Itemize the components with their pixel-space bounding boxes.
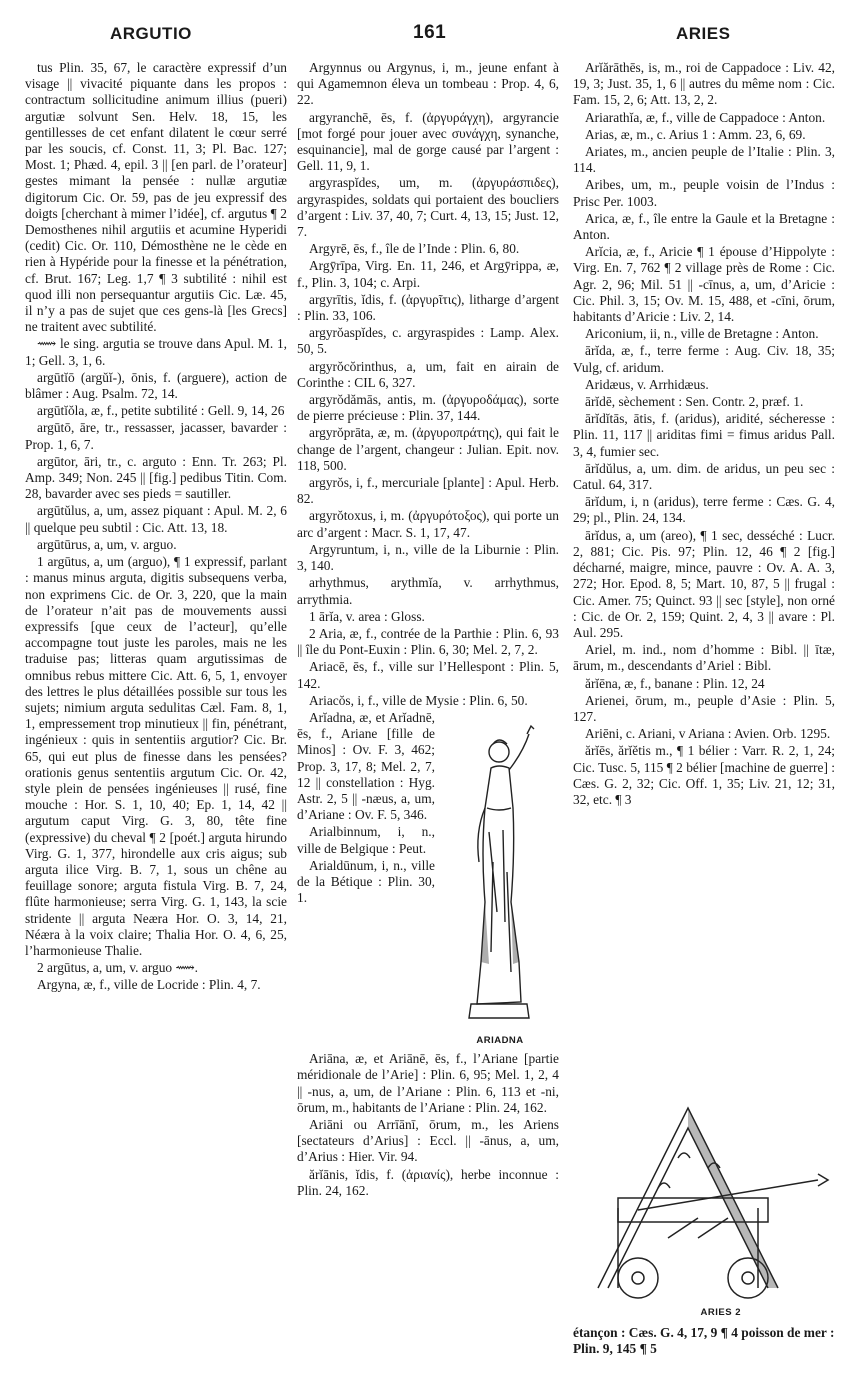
dictionary-entry: ārĭdĭtās, ātis, f. (aridus), aridité, sécheresse : Plin. 11, 117 || ariditas fimi = fimus aridus Pall. 3, 4, fumier sec. xyxy=(573,411,835,459)
dictionary-entry: ārĭdum, i, n (aridus), terre ferme : Cæs. G. 4, 29; pl., Plin. 24, 134. xyxy=(573,494,835,526)
dictionary-entry: argyrītis, ĭdis, f. (ἀργυρῖτις), litharge d’argent : Plin. 33, 106. xyxy=(297,291,559,324)
dictionary-entry: Argyna, æ, f., ville de Locride : Plin. 4, 7. xyxy=(37,977,261,993)
dictionary-entry: Arĭcia, æ, f., Aricie ¶ 1 épouse d’Hippolyte : Virg. En. 7, 762 ¶ 2 village près de Rome : Cic. Agr. 2, 96; Mil. 51 || -cīnus, a, um, d’Aricie : Cic. Phil. 3, 15; Ov. M. 15, 488, et -cīni, ōrum, habitants d’Aricie : Liv. 2, 14. xyxy=(573,244,835,325)
dictionary-entry: Arĭărāthēs, is, m., roi de Cappadoce : Liv. 42, 19, 3; Just. 35, 1, 6 || autres du même nom : Cic. Fam. 15, 2, 6; Att. 13, 2, 2. xyxy=(573,60,835,108)
column-2 xyxy=(297,60,559,1200)
dictionary-entry: Arias, æ, m., c. Arius 1 : Amm. 23, 6, 69. xyxy=(585,126,806,142)
dictionary-entry: argūtūrus, a, um, v. arguo. xyxy=(37,536,177,552)
dictionary-entry: Ariacŏs, i, f., ville de Mysie : Plin. 6, 50. xyxy=(309,692,528,708)
dictionary-entry: Arica, æ, f., île entre la Gaule et la Bretagne : Anton. xyxy=(573,210,835,243)
column-3-tail: étançon : Cæs. G. 4, 17, 9 ¶ 4 poisson de mer : Plin. 9, 145 ¶ 5 xyxy=(573,1325,835,1357)
dictionary-entry: tus Plin. 35, 67, le caractère expressif d’un visage || vivacité piquante dans les propos : contractum sollicitudine animum illius (pueri) argutiæ solvunt Sen. Helv. 18, 15, les gentillesses de cet enfant dilatent le cœur serré par les soucis, cf. Const. 11, 3; Pl. Bac. 127; Most. 1; Phæd. 4, epil. 3 || [en parl. de l’orateur] gestes mimant la pensée : nullæ argutiæ digitorum Cic. Or. 59, pas de jeu expressif des doigts [cherchant à mimer l’idée], cf. argutus ¶ 2 Demosthenes nihil argutiis et acumine Hyperidi (cedit) Cic. Or. 110, Démosthène ne le cède en rien à Hypéride pour la finesse et la pénétration, cf. Brut. 167; Leg. 1,7 ¶ 3 subtilité : nihil est quod illi non persequantur argutiis Cic. Læ. 45, il n’y a pas de sujet que ces gens-là [les Grecs] ne traitent avec subtilité. xyxy=(25,60,287,335)
column-1 xyxy=(25,60,287,995)
dictionary-entry: Argyrē, ēs, f., île de l’Inde : Plin. 6, 80. xyxy=(309,241,520,257)
ariadna-statue-icon xyxy=(441,712,559,1032)
dictionary-entry: ārĭda, æ, f., terre ferme : Aug. Civ. 18, 35; Vulg, cf. aridum. xyxy=(573,343,835,375)
dictionary-entry: Argyruntum, i, n., ville de la Liburnie : Plin. 3, 140. xyxy=(297,541,559,574)
dictionary-entry: Ariel, m. ind., nom d’homme : Bibl. || ītæ, ārum, m., descendants d’Ariel : Bibl. xyxy=(573,642,835,674)
dictionary-entry: Arienei, ōrum, m., peuple d’Asie : Plin. 5, 127. xyxy=(573,692,835,724)
dictionary-entry: Ariāna, æ, et Ariānē, ēs, f., l’Ariane [partie méridionale de l’Arie] : Plin. 6, 95; Mel. 1, 2, 4 || -nus, a, um, de l’Ariane : Plin. 6, 113 et -ni, ōrum, m., habitants de l’Ariane : Plin. 24, 162. xyxy=(297,1051,559,1115)
dictionary-entry: Aribes, um, m., peuple voisin de l’Indus : Prisc Per. 1003. xyxy=(573,177,835,209)
dictionary-entry: argūtor, āri, tr., c. arguto : Enn. Tr. 263; Pl. Amp. 349; Non. 245 || [fig.] pedibus Titin. Com. 28, bavarder avec ses pieds = sautiller. xyxy=(25,453,287,502)
battering-ram-icon xyxy=(578,1088,836,1320)
dictionary-entry: Ariates, m., ancien peuple de l’Italie : Plin. 3, 114. xyxy=(573,144,835,176)
dictionary-entry: argūtĭō (argŭĭ-), ōnis, f. (arguere), action de blâmer : Aug. Psalm. 72, 14. xyxy=(25,369,287,402)
column-2-bottom xyxy=(297,1051,559,1199)
dictionary-entry: Argynnus ou Argynus, i, m., jeune enfant à qui Agamemnon éleva un tombeau : Prop. 4, 6, 22. xyxy=(297,60,559,108)
dictionary-entry: arhythmus, arythmĭa, v. arrhythmus, arrythmia. xyxy=(297,575,559,607)
dictionary-entry: 1 argūtus, a, um (arguo), ¶ 1 expressif, parlant : manus minus arguta, digitis subsequens verba, non exprimens Cic. de Or. 3, 220, que la main de l’orateur n’ait pas de mouvements aussi expressifs [que ceux de l’acteur], qu’elle accompagne tout juste les paroles, mais ne les traduise pas; litteras quam argutissimas de omnibus rebus mittere Cic. Att. 6, 5, 1, envoyer des lettres le plus détaillées possible sur tous les sujets; nimium arguta sedulitas Cæl. Fam. 8, 1, 1, empressement trop minutieux || fin, pénétrant, ingénieux : quis in sententiis argutior? Cic. Br. 65, qui eut plus de finesse dans les pensées? orationis genus sententiis argutum Cic. Or. 42, style plein de pensées ingénieuses || rusé, fine mouche : Hor. S. 1, 10, 40; Ep. 1, 14, 42 || argutum caput Virg. G. 3, 80, tête fine (expressive) du cheval ¶ 2 [poét.] arguta hirundo Virg. G. 1, 377, hirondelle aux cris aigus; sub arguta ilice Virg. B. 7, 1, sous un chêne au feuillage sonore; arguta fistula Virg. B. 7, 24, flûte harmonieuse; serra Virg. G. 1, 143, la scie stridente || arguta Neæra Hor. O. 3, 14, 21, Néæra à la voix claire; Thalia Hor. O. 4, 6, 25, l’harmonieuse Thalie. xyxy=(25,554,287,958)
dictionary-entry: Arialbinnum, i, n., ville de Belgique : Peut. xyxy=(297,824,435,856)
dictionary-entry: Arialdūnum, i, n., ville de la Bétique : Plin. 30, 1. xyxy=(297,857,435,906)
dictionary-entry: ārĭdē, sèchement : Sen. Contr. 2, præf. 1. xyxy=(585,394,804,410)
column-3 xyxy=(573,60,835,809)
dictionary-entry: Aridæus, v. Arrhidæus. xyxy=(585,376,709,392)
dictionary-entry: argyrŏcŏrinthus, a, um, fait en airain de Corinthe : CIL 6, 327. xyxy=(297,358,559,390)
dictionary-entry: ⟿ le sing. argutia se trouve dans Apul. M. 1, 1; Gell. 3, 1, 6. xyxy=(25,336,287,368)
header-right-word: ARIES xyxy=(676,24,731,43)
dictionary-entry: 2 argūtus, a, um, v. arguo ⟿. xyxy=(37,960,199,976)
page-number: 161 xyxy=(413,22,447,43)
dictionary-entry: Ariēni, c. Ariani, v Ariana : Avien. Orb. 1295. xyxy=(585,726,831,742)
dictionary-entry: Ariacē, ēs, f., ville sur l’Hellespont : Plin. 5, 142. xyxy=(297,659,559,691)
dictionary-entry: Arĭadna, æ, et Arĭadnē, ēs, f., Ariane [fille de Minos] : Ov. F. 3, 462; Prop. 3, 17, 8; Mel. 2, 7, 12 || constellation : Hyg. Astr. 2, 5 || -næus, a, um, d’Ariane : Ov. F. 5, 346. xyxy=(297,709,435,823)
dictionary-entry: Ariāni ou Arrīānī, ōrum, m., les Ariens [sectateurs d’Arius] : Eccl. || -ānus, a, um, d’Arius : Hier. Vir. 94. xyxy=(297,1116,559,1165)
running-head xyxy=(0,22,850,52)
column-2-top xyxy=(297,60,559,709)
header-left-word: ARGUTIO xyxy=(110,24,192,43)
dictionary-entry: ărĭānis, ĭdis, f. (ἀριανίς), herbe inconnue : Plin. 24, 162. xyxy=(297,1166,559,1198)
dictionary-entry: 2 Aria, æ, f., contrée de la Parthie : Plin. 6, 93 || île du Pont-Euxin : Plin. 6, 30; Mel. 2, 7, 2. xyxy=(297,625,559,658)
dictionary-entry: argūtō, āre, tr., ressasser, jacasser, bavarder : Prop. 1, 6, 7. xyxy=(25,420,287,452)
dictionary-entry: 1 ārĭa, v. area : Gloss. xyxy=(309,608,425,624)
ariadna-caption: ARIADNA xyxy=(476,1034,524,1046)
dictionary-entry: argyranchē, ēs, f. (ἀργυράγχη), argyrancie [mot forgé pour jouer avec συνάγχη, synanche, esquinancie], mal de gorge causé par l’argent : Gell. 11, 9, 1. xyxy=(297,109,559,174)
dictionary-entry: Argȳrīpa, Virg. En. 11, 246, et Argȳrippa, æ, f., Plin. 3, 104; c. Arpi. xyxy=(297,258,559,290)
dictionary-entry: argyrŏprāta, æ, m. (ἀργυροπράτης), qui fait le change de l’argent, changeur : Julian. Epit. nov. 118, 500. xyxy=(297,425,559,473)
dictionary-entry: Ariconium, ii, n., ville de Bretagne : Anton. xyxy=(585,326,819,342)
dictionary-entry: ārĭdus, a, um (areo), ¶ 1 sec, desséché : Lucr. 2, 881; Cic. Pis. 97; Plin. 12, 46 ¶ 2 [fig.] décharné, maigre, mince, pauvre : Ov. A. A. 3, 272; Hor. Epod. 8, 5; Mart. 10, 87, 5 || frugal : Cic. Amer. 75; Quinct. 93 || sec [style], non orné : Cic. de Or. 2, 159; Quint. 2, 4, 3 || avare : Pl. Aul. 295. xyxy=(573,527,835,640)
dictionary-entry: Ariarathĭa, æ, f., ville de Cappadoce : Anton. xyxy=(585,109,826,125)
dictionary-entry: argyraspĭdes, um, m. (ἀργυράσπιδες), argyraspides, soldats qui portaient des boucliers d’argent : Liv. 37, 40, 7; Curt. 4, 13, 15; Just. 12, 7. xyxy=(297,175,559,240)
dictionary-entry: argyrŏdămās, antis, m. (ἀργυροδάμας), sorte de pierre précieuse : Plin. 37, 144. xyxy=(297,392,559,424)
dictionary-entry: argūtŭlus, a, um, assez piquant : Apul. M. 2, 6 || quelque peu subtil : Cic. Att. 13, 18. xyxy=(25,503,287,535)
dictionary-entry: ărĭēna, æ, f., banane : Plin. 12, 24 xyxy=(585,675,765,691)
dictionary-entry: ărĭēs, ărĭĕtis m., ¶ 1 bélier : Varr. R. 2, 1, 24; Cic. Tusc. 5, 115 ¶ 2 bélier [machine de guerre] : Cæs. G. 2, 32; Cic. Off. 1, 35; Liv. 21, 12; 31, 32, etc. ¶ 3 xyxy=(573,743,835,807)
dictionary-entry: argūtĭŏla, æ, f., petite subtilité : Gell. 9, 14, 26 xyxy=(37,403,285,419)
ariadna-figure xyxy=(441,712,559,1049)
dictionary-entry: argyrŏtoxus, i, m. (ἀργυρότοξος), qui porte un arc d’argent : Macr. S. 1, 17, 47. xyxy=(297,508,559,540)
dictionary-entry: argyrŏaspĭdes, c. argyraspides : Lamp. Alex. 50, 5. xyxy=(297,325,559,357)
dictionary-entry: argyrŏs, i, f., mercuriale [plante] : Apul. Herb. 82. xyxy=(297,475,559,507)
aries-caption: ARIES 2 xyxy=(700,1307,741,1318)
aries-figure xyxy=(578,1088,836,1320)
dictionary-entry: ārĭdŭlus, a, um. dim. de aridus, un peu sec : Catul. 64, 317. xyxy=(573,460,835,493)
